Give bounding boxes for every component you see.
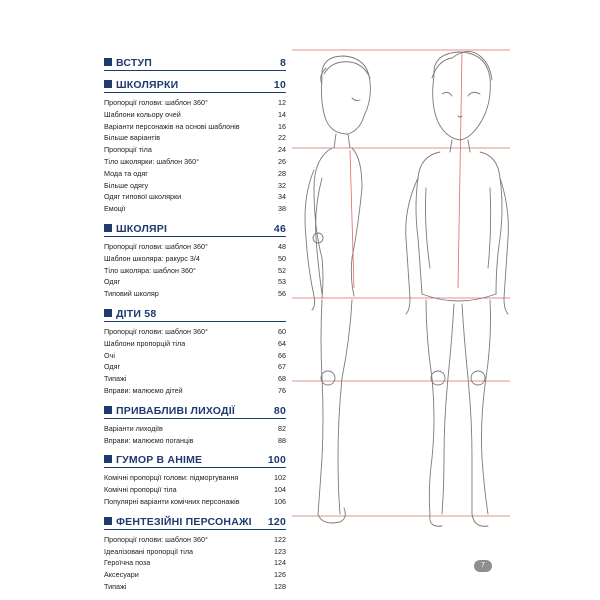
toc-entry-label: Пропорції тіла bbox=[104, 145, 152, 155]
toc-entry-label: Пропорції голови: шаблон 360° bbox=[104, 534, 208, 544]
toc-entry-label: Типажі bbox=[104, 374, 127, 384]
toc-entry[interactable] bbox=[104, 109, 286, 121]
toc-entry-page: 50 bbox=[278, 253, 286, 263]
figure-illustration bbox=[292, 38, 512, 538]
toc-section-header[interactable] bbox=[104, 453, 286, 468]
toc-section-title-text: ШКОЛЯРІ bbox=[116, 222, 168, 235]
toc-section bbox=[104, 78, 286, 215]
toc-entry[interactable] bbox=[104, 168, 286, 180]
toc-section bbox=[104, 515, 286, 593]
toc-entry-page: 68 bbox=[278, 374, 286, 384]
toc-entry[interactable] bbox=[104, 581, 286, 593]
guide-line-side bbox=[350, 150, 354, 288]
square-bullet-icon bbox=[104, 309, 112, 317]
toc-entry-page: 53 bbox=[278, 277, 286, 287]
toc-entry-page: 48 bbox=[278, 241, 286, 251]
toc-entry-label: Шаблони кольору очей bbox=[104, 109, 181, 119]
toc-entry[interactable] bbox=[104, 156, 286, 168]
toc-entry-page: 123 bbox=[274, 546, 286, 556]
square-bullet-icon bbox=[104, 455, 112, 463]
toc-entry-label: Пропорції голови: шаблон 360° bbox=[104, 98, 208, 107]
toc-entry[interactable] bbox=[104, 534, 286, 546]
toc-section-header[interactable] bbox=[104, 56, 286, 71]
toc-entry-page: 124 bbox=[274, 558, 286, 568]
toc-entry-label: Типовий школяр bbox=[104, 289, 159, 299]
toc-entry-label: Популярні варіанти комічних персонажів bbox=[104, 496, 240, 506]
toc-section-title bbox=[104, 57, 152, 69]
toc-section-title bbox=[104, 516, 252, 528]
guide-line-center bbox=[458, 52, 462, 288]
character-sketch bbox=[292, 38, 512, 538]
toc-entry[interactable] bbox=[104, 97, 286, 109]
toc-entry-page: 14 bbox=[278, 109, 286, 119]
toc-entry-label: Одяг типової школярки bbox=[104, 192, 182, 202]
toc-section-title-text: ШКОЛЯРКИ bbox=[116, 79, 179, 91]
toc-entry-page: 104 bbox=[274, 485, 286, 495]
toc-entry-page: 38 bbox=[278, 204, 286, 214]
toc-entry[interactable] bbox=[104, 326, 286, 338]
toc-entry[interactable] bbox=[104, 423, 286, 435]
toc-entry[interactable] bbox=[104, 144, 286, 156]
toc-entry-label: Вправи: малюємо дітей bbox=[104, 385, 183, 395]
toc-entry[interactable] bbox=[104, 373, 286, 385]
side-view-figure bbox=[305, 56, 370, 523]
toc-entry[interactable] bbox=[104, 350, 286, 362]
toc-entry-page: 60 bbox=[278, 326, 286, 336]
toc-section-page: 8 bbox=[279, 57, 286, 69]
toc-section bbox=[104, 404, 286, 447]
square-bullet-icon bbox=[104, 80, 112, 88]
toc-entry-page: 56 bbox=[278, 289, 286, 299]
toc-section bbox=[104, 307, 286, 397]
toc-entry-label: Варіанти лиходіїв bbox=[104, 423, 163, 433]
toc-entry[interactable] bbox=[104, 496, 286, 508]
toc-entry-label: Типажі bbox=[104, 581, 127, 591]
toc-section-title-text: ВСТУП bbox=[116, 57, 152, 69]
proportion-guides bbox=[292, 50, 510, 516]
toc-entry[interactable] bbox=[104, 241, 286, 253]
toc-entry-label: Варіанти персонажів на основі шаблонів bbox=[104, 121, 240, 131]
toc-entry-label: Шаблон школяра: ракурс 3/4 bbox=[104, 253, 200, 263]
toc-entry-label: Пропорції голови: шаблон 360° bbox=[104, 326, 208, 336]
toc-entry-page: 22 bbox=[278, 133, 286, 143]
toc-entry-label: Тіло школяра: шаблон 360° bbox=[104, 265, 196, 275]
toc-entry-label: Мода та одяг bbox=[104, 168, 148, 178]
toc-section-title bbox=[104, 79, 178, 91]
page-number-badge bbox=[474, 560, 492, 572]
toc-section-title bbox=[104, 223, 167, 235]
square-bullet-icon bbox=[104, 406, 112, 414]
toc-entry-page: 106 bbox=[274, 496, 286, 506]
toc-section-page: 120 bbox=[267, 515, 286, 528]
toc-section-header[interactable] bbox=[104, 515, 286, 530]
toc-entry-label: Одяг bbox=[104, 362, 121, 372]
toc-entry-page: 126 bbox=[274, 570, 286, 580]
toc-entry-label: Очі bbox=[104, 350, 115, 360]
square-bullet-icon bbox=[104, 224, 112, 232]
toc-entry-label: Емоції bbox=[104, 204, 126, 214]
toc-section-title-text: ПРИВАБЛИВІ ЛИХОДІЇ bbox=[116, 404, 235, 417]
toc-entry-label: Вправи: малюємо поганців bbox=[104, 435, 194, 445]
toc-entry[interactable] bbox=[104, 132, 286, 144]
toc-section-title bbox=[104, 454, 202, 466]
toc-entry-page: 26 bbox=[278, 156, 286, 166]
toc-section-page: 10 bbox=[273, 79, 286, 91]
toc-section bbox=[104, 56, 286, 71]
toc-entry-page: 82 bbox=[278, 423, 286, 433]
toc-section-header[interactable] bbox=[104, 222, 286, 237]
toc-entry-page: 122 bbox=[274, 534, 286, 544]
toc-entry[interactable] bbox=[104, 338, 286, 350]
toc-entry[interactable] bbox=[104, 361, 286, 373]
toc-entry[interactable] bbox=[104, 276, 286, 288]
toc-section bbox=[104, 453, 286, 507]
toc-section-header[interactable] bbox=[104, 404, 286, 419]
toc-entry-page: 66 bbox=[278, 350, 286, 360]
page-number: 7 bbox=[481, 562, 485, 569]
toc-entry[interactable] bbox=[104, 288, 286, 300]
toc-entry-label: Тіло школярки: шаблон 360° bbox=[104, 156, 199, 166]
toc-entry[interactable] bbox=[104, 203, 286, 215]
toc-entry[interactable] bbox=[104, 557, 286, 569]
toc-section-title bbox=[104, 405, 235, 417]
toc-entry[interactable] bbox=[104, 253, 286, 265]
toc-entry[interactable] bbox=[104, 180, 286, 192]
toc-entry-label: Більше варіантів bbox=[104, 133, 161, 143]
table-of-contents bbox=[104, 56, 286, 600]
toc-entry-label: Ідеалізовані пропорції тіла bbox=[104, 546, 194, 556]
toc-entry[interactable] bbox=[104, 569, 286, 581]
toc-entry-label: Героїчна поза bbox=[104, 558, 151, 568]
toc-entry-label: Одяг bbox=[104, 277, 121, 287]
toc-entry-label: Аксесуари bbox=[104, 570, 139, 580]
front-view-figure bbox=[406, 51, 509, 526]
toc-section bbox=[104, 222, 286, 300]
toc-entry[interactable] bbox=[104, 546, 286, 558]
toc-entry[interactable] bbox=[104, 121, 286, 133]
toc-entry-label: Більше одягу bbox=[104, 180, 149, 190]
toc-entry-page: 128 bbox=[274, 581, 286, 591]
toc-entry-page: 16 bbox=[278, 121, 286, 131]
toc-entry-page: 24 bbox=[278, 145, 286, 155]
toc-entry[interactable] bbox=[104, 435, 286, 447]
toc-section-page: 100 bbox=[267, 454, 286, 467]
toc-section-header[interactable] bbox=[104, 307, 286, 322]
toc-entry-page: 34 bbox=[278, 192, 286, 202]
toc-section-header[interactable] bbox=[104, 78, 286, 93]
toc-entry-page: 32 bbox=[278, 180, 286, 190]
toc-entry-page: 52 bbox=[278, 265, 286, 275]
toc-entry-label: Пропорції голови: шаблон 360° bbox=[104, 241, 208, 251]
toc-section-title bbox=[104, 308, 156, 320]
toc-entry-page: 88 bbox=[278, 435, 286, 445]
toc-entry-page: 28 bbox=[278, 168, 286, 178]
toc-entry[interactable] bbox=[104, 472, 286, 484]
toc-entry-label: Комічні пропорції голови: підморгування bbox=[104, 473, 239, 483]
toc-entry-page: 67 bbox=[278, 362, 286, 372]
toc-section-title-text: ГУМОР В АНІМЕ bbox=[116, 454, 203, 467]
toc-entry-label: Шаблони пропорцій тіла bbox=[104, 338, 186, 348]
square-bullet-icon bbox=[104, 517, 112, 525]
toc-entry-page: 76 bbox=[278, 385, 286, 395]
toc-entry[interactable] bbox=[104, 385, 286, 397]
toc-section-page: 46 bbox=[273, 222, 286, 235]
toc-section-title-text: ФЕНТЕЗІЙНІ ПЕРСОНАЖІ bbox=[116, 515, 252, 528]
toc-section-page: 80 bbox=[273, 404, 286, 417]
toc-entry-page: 102 bbox=[274, 473, 286, 483]
toc-entry-page: 12 bbox=[278, 98, 286, 107]
toc-section-title-text: ДІТИ 58 bbox=[116, 307, 157, 320]
toc-entry-label: Комічні пропорції тіла bbox=[104, 485, 177, 495]
toc-entry-page: 64 bbox=[278, 338, 286, 348]
toc-entry[interactable] bbox=[104, 484, 286, 496]
toc-entry[interactable] bbox=[104, 265, 286, 277]
toc-entry[interactable] bbox=[104, 191, 286, 203]
square-bullet-icon bbox=[104, 58, 112, 66]
